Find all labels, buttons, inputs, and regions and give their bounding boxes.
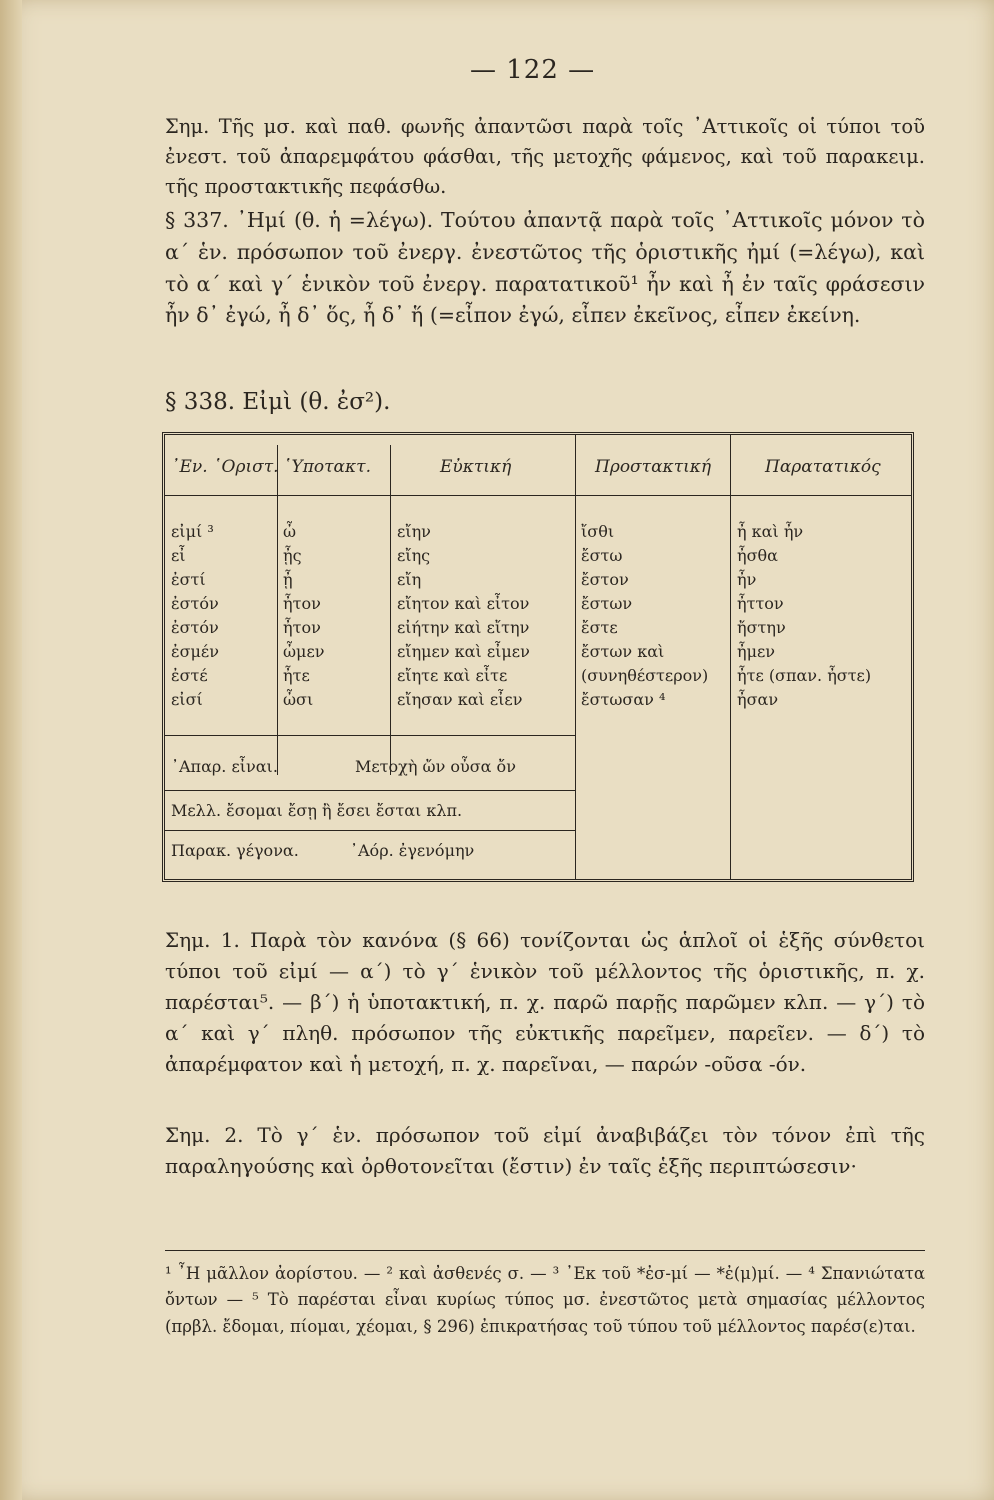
cell: εἰμί ³	[171, 522, 214, 541]
cell: (συνηθέστερον)	[581, 666, 709, 685]
table-rule	[165, 790, 575, 791]
cell: εἴημεν καὶ εἶμεν	[397, 642, 530, 661]
cell: εἰσί	[171, 690, 203, 709]
cell: ἦτον	[283, 618, 321, 637]
footnotes: ¹ ῏Η μᾶλλον ἀορίστου. — ² καὶ ἀσθενές σ. — ³ ᾿Εκ τοῦ *ἐσ-μί — *ἐ(μ)μί. — ⁴ Σπανιώτατα ὄντων — ⁵ Τὸ παρέσται εἶναι κυρίως τύπος μσ. ἐνεστῶτος μετὰ σημασίας μέλλοντος (πρβλ. ἔδομαι, πίομαι, χέομαι, § 296) ἐπικρατήσας τοῦ τύπου τοῦ μέλλοντος παρέσ(ε)ται.	[165, 1250, 925, 1340]
cell: ἔστωσαν ⁴	[581, 690, 666, 709]
cell: εἰήτην καὶ εἴτην	[397, 618, 530, 637]
cell: εἶ	[171, 546, 186, 565]
column-subjunctive	[283, 520, 324, 712]
perfect-row: Παρακ. γέγονα.	[171, 841, 299, 860]
cell: ἤστην	[737, 618, 786, 637]
cell: ᾖς	[283, 546, 302, 565]
table-rule	[165, 735, 575, 736]
cell: ἦμεν	[737, 642, 775, 661]
note-paragraph: Σημ. Τῆς μσ. καὶ παθ. φωνῆς ἀπαντῶσι παρὰ τοῖς ᾿Αττικοῖς οἱ τύποι τοῦ ἐνεστ. τοῦ ἀπαρεμφάτου φάσθαι, τῆς μετοχῆς φάμενος, καὶ τοῦ παρακειμ. τῆς προστακτικῆς πεφάσθω.	[165, 115, 925, 199]
cell: ἔστον	[581, 570, 629, 589]
cell: ἦσθα	[737, 546, 778, 565]
header-imperfect: Παρατατικός	[765, 457, 881, 477]
column-indicative	[171, 520, 219, 712]
cell: ἦτε	[283, 666, 310, 685]
cell: ᾖ	[283, 570, 293, 589]
cell: ἦσαν	[737, 690, 779, 709]
header-subjunctive: ῾Υποτακτ.	[283, 457, 371, 477]
table-divider	[575, 435, 576, 879]
cell: ἦν	[737, 570, 757, 589]
table-divider	[730, 435, 731, 879]
cell: ἦ καὶ ἦν	[737, 522, 804, 541]
column-imperative	[581, 520, 708, 712]
cell: εἴης	[397, 546, 431, 565]
infinitive-row: ᾿Απαρ. εἶναι.	[171, 757, 278, 776]
header-optative: Εὐκτική	[440, 457, 512, 477]
page-edge	[0, 0, 22, 1500]
cell: ἐσμέν	[171, 642, 219, 661]
cell: ἐστόν	[171, 594, 219, 613]
note-2: Σημ. 2. Τὸ γ΄ ἑν. πρόσωπον τοῦ εἰμί ἀναβιβάζει τὸν τόνον ἐπὶ τῆς παραληγούσης καὶ ὀρθοτονεῖται (ἔστιν) ἐν ταῖς ἑξῆς περιπτώσεσιν·	[165, 1123, 925, 1178]
cell: ἔστων	[581, 594, 633, 613]
cell: ὦσι	[283, 690, 314, 709]
cell: ἔστων καὶ	[581, 642, 665, 661]
page-number: — 122 —	[470, 55, 596, 85]
note-1: Σημ. 1. Παρὰ τὸν κανόνα (§ 66) τονίζονται ὡς ἁπλοῖ οἱ ἑξῆς σύνθετοι τύποι τοῦ εἰμί — α΄) τὸ γ΄ ἑνικὸν τοῦ μέλλοντος τῆς ὁριστικῆς, π. χ. παρέσται⁵. — β΄) ἡ ὑποτακτική, π. χ. παρῶ παρῇς παρῶμεν κλπ. — γ΄) τὸ α΄ καὶ γ΄ πληθ. πρόσωπον τῆς εὐκτικῆς παρεῖμεν, παρεῖεν. — δ΄) τὸ ἀπαρέμφατον καὶ ἡ μετοχή, π. χ. παρεῖναι, — παρών -οῦσα -όν.	[165, 928, 925, 1076]
column-imperfect	[737, 520, 871, 712]
table-divider	[277, 445, 278, 775]
cell: ἔστω	[581, 546, 623, 565]
table-rule	[165, 830, 575, 831]
header-imperative: Προστακτική	[595, 457, 712, 477]
cell: εἴη	[397, 570, 422, 589]
future-row: Μελλ. ἔσομαι ἔσῃ ἢ ἔσει ἔσται κλπ.	[171, 801, 463, 820]
header-indicative: ᾿Εν. ῾Οριστ.	[171, 457, 279, 477]
cell: ἐστί	[171, 570, 206, 589]
aorist-row: ᾿Αόρ. ἐγενόμην	[350, 841, 475, 860]
cell: ἦττον	[737, 594, 784, 613]
cell: ἴσθι	[581, 522, 615, 541]
cell: ὦ	[283, 522, 297, 541]
cell: ἦτον	[283, 594, 321, 613]
cell: ἔστε	[581, 618, 618, 637]
cell: εἴητον καὶ εἶτον	[397, 594, 530, 613]
cell: ἐστέ	[171, 666, 208, 685]
cell: εἴην	[397, 522, 431, 541]
section-338-heading: § 338. Εἰμὶ (θ. ἐσ²).	[165, 389, 391, 415]
cell: εἴησαν καὶ εἶεν	[397, 690, 523, 709]
conjugation-table	[162, 432, 914, 882]
table-divider	[390, 445, 391, 775]
participle-row: Μετοχὴ ὤν οὖσα ὄν	[355, 757, 516, 776]
column-optative	[397, 520, 530, 712]
cell: ὦμεν	[283, 642, 325, 661]
cell: ἦτε (σπαν. ἦστε)	[737, 666, 872, 685]
section-337: § 337. ᾿Ημί (θ. ἡ =λέγω). Τούτου ἀπαντᾷ παρὰ τοῖς ᾿Αττικοῖς μόνον τὸ α΄ ἑν. πρόσωπον τοῦ ἐνεργ. ἐνεστῶτος τῆς ὁριστικῆς ἠμί (=λέγω), καὶ τὸ α΄ καὶ γ΄ ἑνικὸν τοῦ ἐνεργ. παρατατικοῦ¹ ἦν καὶ ἦ ἐν ταῖς φράσεσιν ἦν δ᾿ ἐγώ, ἦ δ᾿ ὅς, ἦ δ᾿ ἥ (=εἶπον ἐγώ, εἶπεν ἐκεῖνος, εἶπεν ἐκείνη.	[165, 208, 925, 328]
cell: ἐστόν	[171, 618, 219, 637]
cell: εἴητε καὶ εἶτε	[397, 666, 508, 685]
